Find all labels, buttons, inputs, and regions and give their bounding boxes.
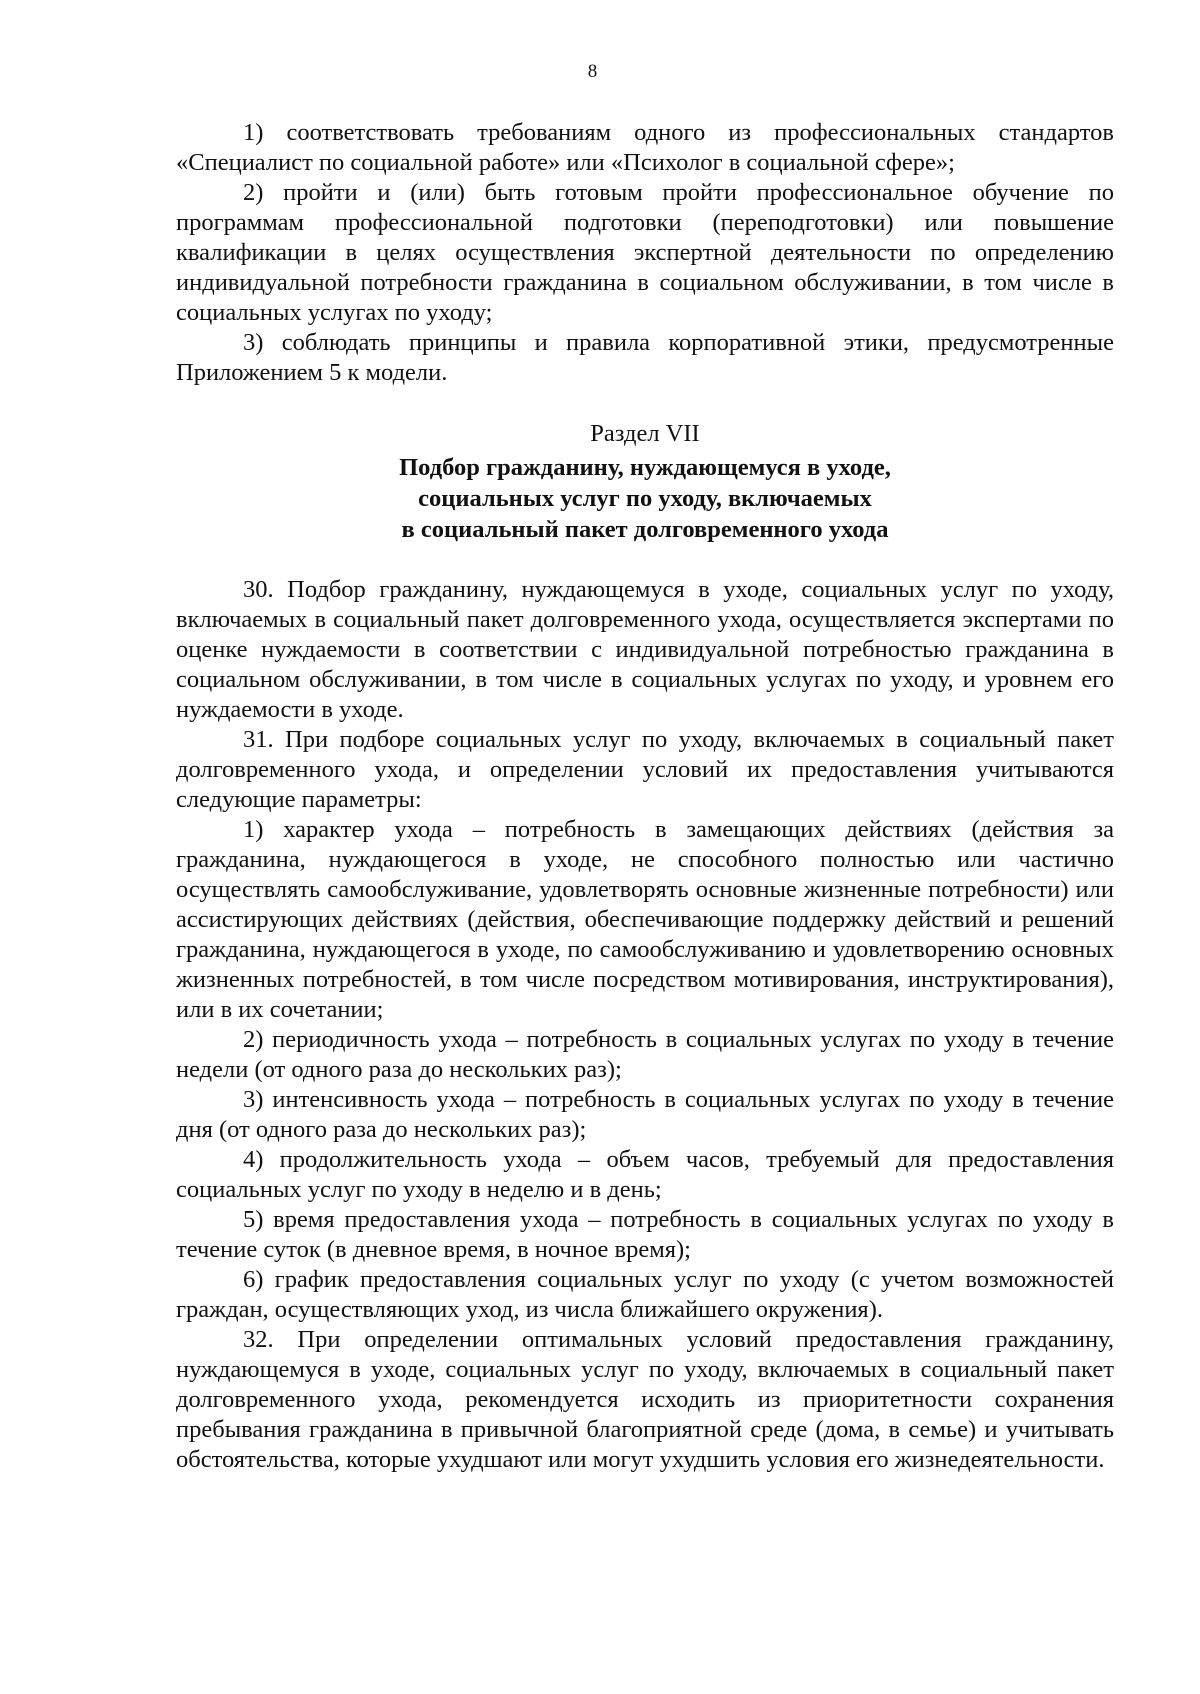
section-title-line-3: в социальный пакет долговременного ухода: [401, 516, 889, 543]
section-title-line-2: социальных услуг по уходу, включаемых: [418, 485, 872, 512]
paragraph-30: 30. Подбор гражданину, нуждающемуся в уходе, социальных услуг по уходу, включаемых в социальный пакет долговременного ухода, осуществляется экспертами по оценке нуждаемости в соответствии с индивидуальной потребностью гражданина в социальном обслуживании, в том числе в социальных услугах по уходу, и уровнем его нуждаемости в уходе.: [176, 576, 1114, 723]
requirements-list: [176, 118, 1114, 388]
requirement-item-1: 1) соответствовать требованиям одного из профессиональных стандартов «Специалист по социальной работе» или «Психолог в социальной сфере»;: [176, 119, 1114, 176]
parameter-item-6: 6) график предоставления социальных услуг по уходу (с учетом возможностей граждан, осуществляющих уход, из числа ближайшего окружения).: [176, 1266, 1114, 1323]
parameter-item-2: 2) периодичность ухода – потребность в социальных услугах по уходу в течение недели (от одного раза до нескольких раз);: [176, 1026, 1114, 1083]
requirement-item-2: 2) пройти и (или) быть готовым пройти профессиональное обучение по программам профессиональной подготовки (переподготовки) или повышение квалификации в целях осуществления экспертной деятельности по определению индивидуальной потребности гражданина в социальном обслуживании, в том числе в социальных услугах по уходу;: [176, 179, 1114, 326]
section-heading: [176, 418, 1114, 545]
paragraph-32: 32. При определении оптимальных условий предоставления гражданину, нуждающемуся в уходе, социальных услуг по уходу, включаемых в социальный пакет долговременного ухода, рекомендуется исходить из приоритетности сохранения пребывания гражданина в привычной благоприятной среде (дома, в семье) и учитывать обстоятельства, которые ухудшают или могут ухудшить условия его жизнедеятельности.: [176, 1326, 1114, 1473]
parameter-item-4: 4) продолжительность ухода – объем часов, требуемый для предоставления социальных услуг по уходу в неделю и в день;: [176, 1146, 1114, 1203]
parameter-item-1: 1) характер ухода – потребность в замещающих действиях (действия за гражданина, нуждающегося в уходе, не способного полностью или частично осуществлять самообслуживание, удовлетворять основные жизненные потребности) или ассистирующих действиях (действия, обеспечивающие поддержку действий и решений гражданина, нуждающегося в уходе, по самообслуживанию и удовлетворению основных жизненных потребностей, в том числе посредством мотивирования, инструктирования), или в их сочетании;: [176, 816, 1114, 1023]
section-label: Раздел VII: [590, 420, 700, 447]
section-body: [176, 575, 1114, 1475]
section-title-line-1: Подбор гражданину, нуждающемуся в уходе,: [399, 454, 891, 481]
parameter-item-3: 3) интенсивность ухода – потребность в социальных услугах по уходу в течение дня (от одного раза до нескольких раз);: [176, 1086, 1114, 1143]
page-number: 8: [587, 61, 598, 82]
parameter-item-5: 5) время предоставления ухода – потребность в социальных услугах по уходу в течение суток (в дневное время, в ночное время);: [176, 1206, 1114, 1263]
requirement-item-3: 3) соблюдать принципы и правила корпоративной этики, предусмотренные Приложением 5 к модели.: [176, 329, 1114, 386]
paragraph-31: 31. При подборе социальных услуг по уходу, включаемых в социальный пакет долговременного ухода, и определении условий их предоставления учитываются следующие параметры:: [176, 726, 1114, 813]
